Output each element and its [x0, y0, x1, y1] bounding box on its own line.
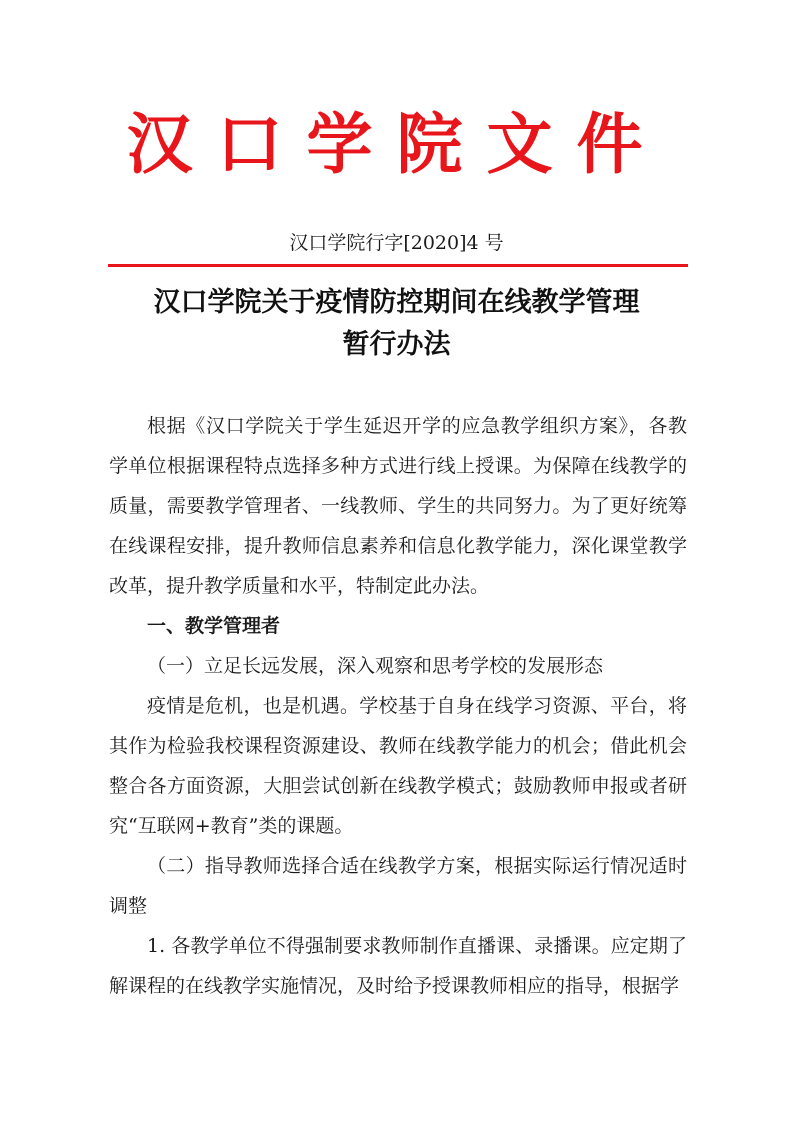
subsection-heading-1: （一）立足长远发展，深入观察和思考学校的发展形态 [147, 655, 604, 677]
subsection-heading-2: （二）指导教师选择合适在线教学方案，根据实际运行情况适时调整 [109, 855, 687, 917]
section-heading-teaching-managers: 一、教学管理者 [147, 615, 281, 637]
subsection-1-paragraph: 疫情是危机，也是机遇。学校基于自身在线学习资源、平台，将其作为检验我校课程资源建设、教师在线教学能力的机会；借此机会整合各方面资源，大胆尝试创新在线教学模式；鼓励教师申报或者研究“互联网+教育”类的课题。 [109, 695, 687, 837]
document-title-line-1: 汉口学院关于疫情防控期间在线教学管理 [153, 287, 640, 318]
item-1-paragraph: 1. 各教学单位不得强制要求教师制作直播课、录播课。应定期了解课程的在线教学实施情况，及时给予授课教师相应的指导，根据学 [109, 935, 687, 997]
intro-paragraph: 根据《汉口学院关于学生延迟开学的应急教学组织方案》，各教学单位根据课程特点选择多种方式进行线上授课。为保障在线教学的质量，需要教学管理者、一线教师、学生的共同努力。为了更好统筹在线课程安排，提升教师信息素养和信息化教学能力，深化课堂教学改革，提升教学质量和水平，特制定此办法。 [109, 415, 687, 597]
document-masthead: 汉口学院文件 [126, 105, 667, 183]
document-number: 汉口学院行字[2020]4 号 [289, 232, 504, 254]
document-title [100, 282, 693, 366]
document-body [109, 406, 687, 1006]
document-title-line-2: 暂行办法 [342, 329, 451, 360]
red-divider-line [108, 264, 688, 267]
